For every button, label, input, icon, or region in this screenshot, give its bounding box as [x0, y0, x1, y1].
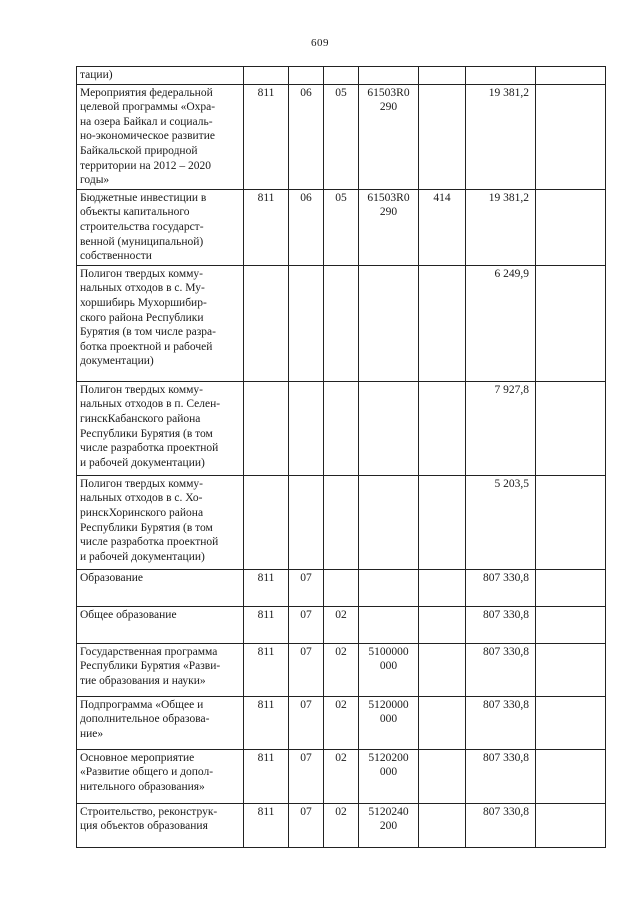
cell-rz-text — [289, 382, 323, 383]
table-row — [77, 67, 606, 85]
cell-pr-text — [324, 67, 358, 68]
cell-vr-text — [419, 697, 465, 698]
cell-csr — [359, 569, 419, 606]
cell-csr — [359, 67, 419, 85]
cell-ved-text: 811 — [257, 751, 275, 764]
cell-ved-text: 811 — [257, 698, 275, 711]
cell-csr-text — [359, 382, 418, 383]
table-row — [77, 606, 606, 643]
cell-rz-text: 07 — [300, 645, 312, 658]
cell-rz — [289, 67, 324, 85]
cell-name — [77, 189, 244, 265]
cell-vr-text — [419, 607, 465, 608]
cell-vr — [419, 643, 466, 696]
cell-csr — [359, 381, 419, 475]
cell-csr-text: 61503R0 290 — [367, 191, 410, 219]
cell-rz-text: 07 — [300, 751, 312, 764]
cell-pr-text: 05 — [335, 191, 347, 204]
cell-name — [77, 696, 244, 749]
cell-name — [77, 643, 244, 696]
cell-name — [77, 606, 244, 643]
cell-pr-text: 05 — [335, 86, 347, 99]
cell-name-text: Строительство, реконструк- ция объектов образования — [80, 805, 218, 833]
cell-ved — [244, 606, 289, 643]
cell-rz — [289, 643, 324, 696]
cell-rz — [289, 265, 324, 381]
cell-empty — [536, 696, 606, 749]
table-row — [77, 569, 606, 606]
cell-rz — [289, 189, 324, 265]
cell-csr — [359, 189, 419, 265]
cell-pr-text: 02 — [335, 608, 347, 621]
cell-ved-text — [244, 67, 288, 68]
cell-ved-text: 811 — [257, 805, 275, 818]
cell-pr — [324, 803, 359, 847]
cell-vr — [419, 606, 466, 643]
cell-sum — [466, 696, 536, 749]
cell-vr — [419, 749, 466, 803]
cell-csr-text: 5120200 000 — [368, 751, 409, 779]
cell-ved — [244, 381, 289, 475]
cell-ved — [244, 475, 289, 569]
cell-rz — [289, 381, 324, 475]
cell-pr — [324, 749, 359, 803]
cell-pr — [324, 569, 359, 606]
cell-ved-text — [244, 266, 288, 267]
table-row — [77, 265, 606, 381]
cell-rz-text: 07 — [300, 805, 312, 818]
cell-vr — [419, 189, 466, 265]
cell-ved — [244, 749, 289, 803]
table-row — [77, 803, 606, 847]
table-row — [77, 696, 606, 749]
cell-pr-text — [324, 266, 358, 267]
cell-empty — [536, 189, 606, 265]
cell-sum-text: 807 330,8 — [483, 698, 529, 711]
cell-ved-text: 811 — [257, 86, 275, 99]
cell-vr — [419, 696, 466, 749]
cell-empty — [536, 803, 606, 847]
cell-name-text: Государственная программа Республики Бурятия «Разви- тие образования и науки» — [80, 645, 221, 687]
table-row — [77, 381, 606, 475]
cell-name — [77, 381, 244, 475]
cell-csr-text: 5120240 200 — [368, 805, 409, 833]
cell-sum — [466, 749, 536, 803]
cell-name — [77, 84, 244, 189]
cell-sum — [466, 475, 536, 569]
cell-csr — [359, 84, 419, 189]
cell-vr-text — [419, 382, 465, 383]
cell-ved — [244, 84, 289, 189]
cell-pr — [324, 67, 359, 85]
cell-ved — [244, 643, 289, 696]
cell-csr — [359, 749, 419, 803]
cell-csr-text: 61503R0 290 — [367, 86, 410, 114]
cell-pr-text — [324, 570, 358, 571]
cell-rz-text: 06 — [300, 191, 312, 204]
cell-sum-text: 19 381,2 — [488, 191, 529, 204]
cell-sum-text: 5 203,5 — [494, 477, 529, 490]
cell-sum-text: 807 330,8 — [483, 751, 529, 764]
cell-empty — [536, 606, 606, 643]
cell-csr-text: 5100000 000 — [368, 645, 409, 673]
table-row — [77, 475, 606, 569]
cell-pr — [324, 381, 359, 475]
cell-vr-text: 414 — [433, 191, 451, 204]
cell-rz — [289, 84, 324, 189]
cell-csr — [359, 606, 419, 643]
cell-rz-text — [289, 476, 323, 477]
cell-vr — [419, 84, 466, 189]
cell-name — [77, 749, 244, 803]
cell-sum — [466, 67, 536, 85]
cell-rz-text: 07 — [300, 571, 312, 584]
cell-pr-text: 02 — [335, 698, 347, 711]
cell-sum — [466, 189, 536, 265]
cell-vr-text — [419, 266, 465, 267]
cell-csr-text — [359, 67, 418, 68]
cell-empty — [536, 569, 606, 606]
cell-pr-text — [324, 382, 358, 383]
cell-name-text: Бюджетные инвестиции в объекты капитального строительства государст- венной (муниципальной) собственности — [80, 191, 207, 263]
cell-rz — [289, 749, 324, 803]
page-number: 609 — [311, 37, 329, 49]
cell-ved — [244, 569, 289, 606]
cell-csr-text — [359, 570, 418, 571]
cell-ved-text: 811 — [257, 191, 275, 204]
cell-pr-text: 02 — [335, 645, 347, 658]
cell-ved — [244, 696, 289, 749]
cell-csr-text — [359, 266, 418, 267]
cell-rz — [289, 606, 324, 643]
cell-empty — [536, 67, 606, 85]
cell-pr — [324, 84, 359, 189]
cell-rz-text: 07 — [300, 608, 312, 621]
budget-table — [76, 66, 606, 848]
cell-name — [77, 569, 244, 606]
cell-ved-text — [244, 382, 288, 383]
cell-name-text: Образование — [80, 571, 144, 584]
cell-ved-text: 811 — [257, 645, 275, 658]
cell-vr — [419, 803, 466, 847]
cell-pr — [324, 643, 359, 696]
cell-sum-text: 807 330,8 — [483, 571, 529, 584]
cell-vr-text — [419, 750, 465, 751]
cell-rz — [289, 475, 324, 569]
cell-ved — [244, 189, 289, 265]
cell-vr-text — [419, 85, 465, 86]
cell-sum-text: 807 330,8 — [483, 645, 529, 658]
cell-pr-text: 02 — [335, 751, 347, 764]
cell-rz-text — [289, 266, 323, 267]
cell-pr — [324, 265, 359, 381]
cell-sum — [466, 265, 536, 381]
cell-csr-text — [359, 607, 418, 608]
cell-name-text: Мероприятия федеральной целевой программы «Охра- на озера Байкал и социаль- но-экономическое развитие Байкальской природной территории на 2012 – 2020 годы» — [80, 86, 216, 187]
cell-name-text: Полигон твердых комму- нальных отходов в п. Селен- гинскКабанского района Республики Бурятия (в том числе разработка проектной и рабочей документации) — [80, 383, 221, 469]
cell-sum — [466, 803, 536, 847]
cell-csr-text — [359, 476, 418, 477]
cell-sum — [466, 84, 536, 189]
cell-name-text: тации) — [80, 69, 113, 81]
cell-vr-text — [419, 67, 465, 68]
cell-pr — [324, 189, 359, 265]
cell-empty — [536, 643, 606, 696]
cell-csr — [359, 475, 419, 569]
cell-sum-text: 19 381,2 — [488, 86, 529, 99]
cell-name-text: Полигон твердых комму- нальных отходов в с. Хо- ринскХоринского района Республики Бурятия (в том числе разработка проектной и рабочей документации) — [80, 477, 219, 563]
cell-sum-text — [466, 67, 529, 68]
cell-name-text: Полигон твердых комму- нальных отходов в с. Му- хоршибирь Мухоршибир- ского района Республики Бурятия (в том числе разра- ботка проектной и рабочей документации) — [80, 267, 216, 368]
cell-name — [77, 803, 244, 847]
cell-name — [77, 67, 244, 85]
cell-sum-text: 6 249,9 — [494, 267, 529, 280]
cell-ved-text: 811 — [257, 608, 275, 621]
cell-vr — [419, 381, 466, 475]
cell-ved — [244, 67, 289, 85]
cell-vr-text — [419, 804, 465, 805]
cell-name-text: Подпрограмма «Общее и дополнительное образова- ние» — [80, 698, 210, 740]
cell-csr — [359, 696, 419, 749]
cell-csr — [359, 265, 419, 381]
table-row — [77, 749, 606, 803]
cell-pr-text — [324, 476, 358, 477]
cell-vr-text — [419, 570, 465, 571]
table-row — [77, 643, 606, 696]
cell-csr-text: 5120000 000 — [368, 698, 409, 726]
cell-name — [77, 475, 244, 569]
cell-ved — [244, 803, 289, 847]
cell-sum — [466, 643, 536, 696]
cell-sum — [466, 381, 536, 475]
cell-name-text: Основное мероприятие «Развитие общего и допол- нительного образования» — [80, 751, 214, 793]
cell-pr — [324, 606, 359, 643]
cell-empty — [536, 84, 606, 189]
cell-pr — [324, 696, 359, 749]
cell-csr — [359, 643, 419, 696]
cell-empty — [536, 381, 606, 475]
cell-sum-text: 7 927,8 — [494, 383, 529, 396]
table-row — [77, 84, 606, 189]
cell-rz — [289, 696, 324, 749]
cell-sum-text: 807 330,8 — [483, 608, 529, 621]
cell-vr-text — [419, 476, 465, 477]
cell-sum-text: 807 330,8 — [483, 805, 529, 818]
cell-rz-text: 06 — [300, 86, 312, 99]
cell-vr — [419, 475, 466, 569]
cell-sum — [466, 606, 536, 643]
cell-rz — [289, 803, 324, 847]
cell-empty — [536, 475, 606, 569]
cell-rz-text — [289, 67, 323, 68]
cell-csr — [359, 803, 419, 847]
cell-empty — [536, 265, 606, 381]
cell-pr-text: 02 — [335, 805, 347, 818]
cell-pr — [324, 475, 359, 569]
cell-empty — [536, 749, 606, 803]
cell-name — [77, 265, 244, 381]
cell-rz — [289, 569, 324, 606]
cell-vr — [419, 569, 466, 606]
cell-ved-text: 811 — [257, 571, 275, 584]
cell-rz-text: 07 — [300, 698, 312, 711]
cell-ved-text — [244, 476, 288, 477]
cell-vr — [419, 265, 466, 381]
cell-vr-text — [419, 644, 465, 645]
table-row — [77, 189, 606, 265]
cell-sum — [466, 569, 536, 606]
cell-name-text: Общее образование — [80, 608, 177, 621]
cell-vr — [419, 67, 466, 85]
cell-ved — [244, 265, 289, 381]
